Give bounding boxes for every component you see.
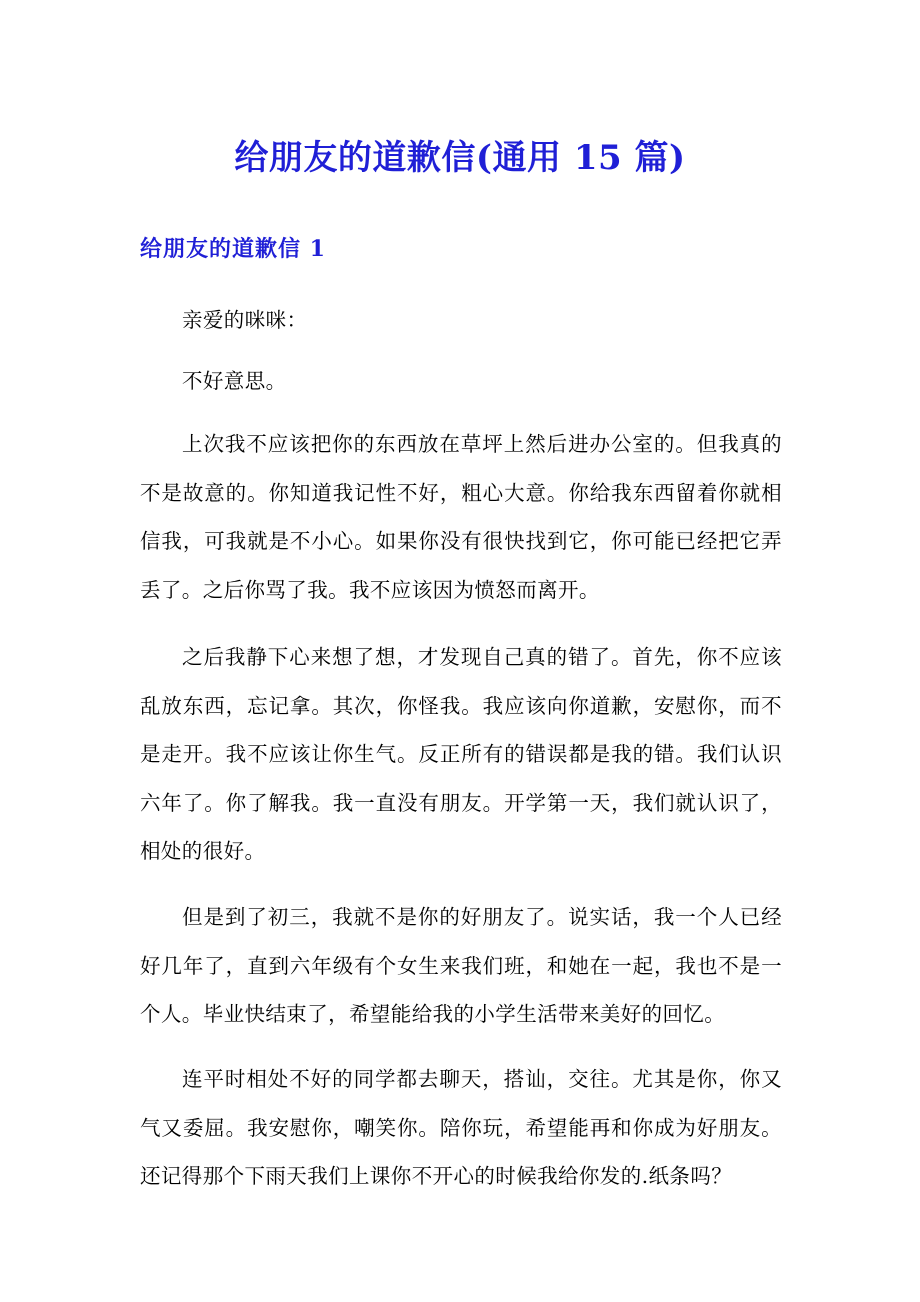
- body-paragraph: 但是到了初三，我就不是你的好朋友了。说实话，我一个人已经好几年了，直到六年级有个女生来我们班，和她在一起，我也不是一个人。毕业快结束了，希望能给我的小学生活带来美好的回忆。: [140, 905, 782, 1026]
- section-heading: 给朋友的道歉信 1: [140, 236, 326, 262]
- salutation: 亲爱的咪咪：: [182, 308, 308, 332]
- document-title: 给朋友的道歉信(通用 15 篇): [234, 138, 686, 178]
- body-paragraph: 连平时相处不好的同学都去聊天，搭讪，交往。尤其是你，你又气又委屈。我安慰你，嘲笑你。陪你玩，希望能再和你成为好朋友。还记得那个下雨天我们上课你不开心的时候我给你发的.纸条吗？: [140, 1067, 782, 1188]
- opening-line: 不好意思。: [182, 369, 287, 393]
- body-paragraph: 之后我静下心来想了想，才发现自己真的错了。首先，你不应该乱放东西，忘记拿。其次，你怪我。我应该向你道歉，安慰你，而不是走开。我不应该让你生气。反正所有的错误都是我的错。我们认识六年了。你了解我。我一直没有朋友。开学第一天，我们就认识了，相处的很好。: [140, 645, 782, 863]
- body-paragraph: 上次我不应该把你的东西放在草坪上然后进办公室的。但我真的不是故意的。你知道我记性不好，粗心大意。你给我东西留着你就相信我，可我就是不小心。如果你没有很快找到它，你可能已经把它弄丢了。之后你骂了我。我不应该因为愤怒而离开。: [140, 432, 782, 602]
